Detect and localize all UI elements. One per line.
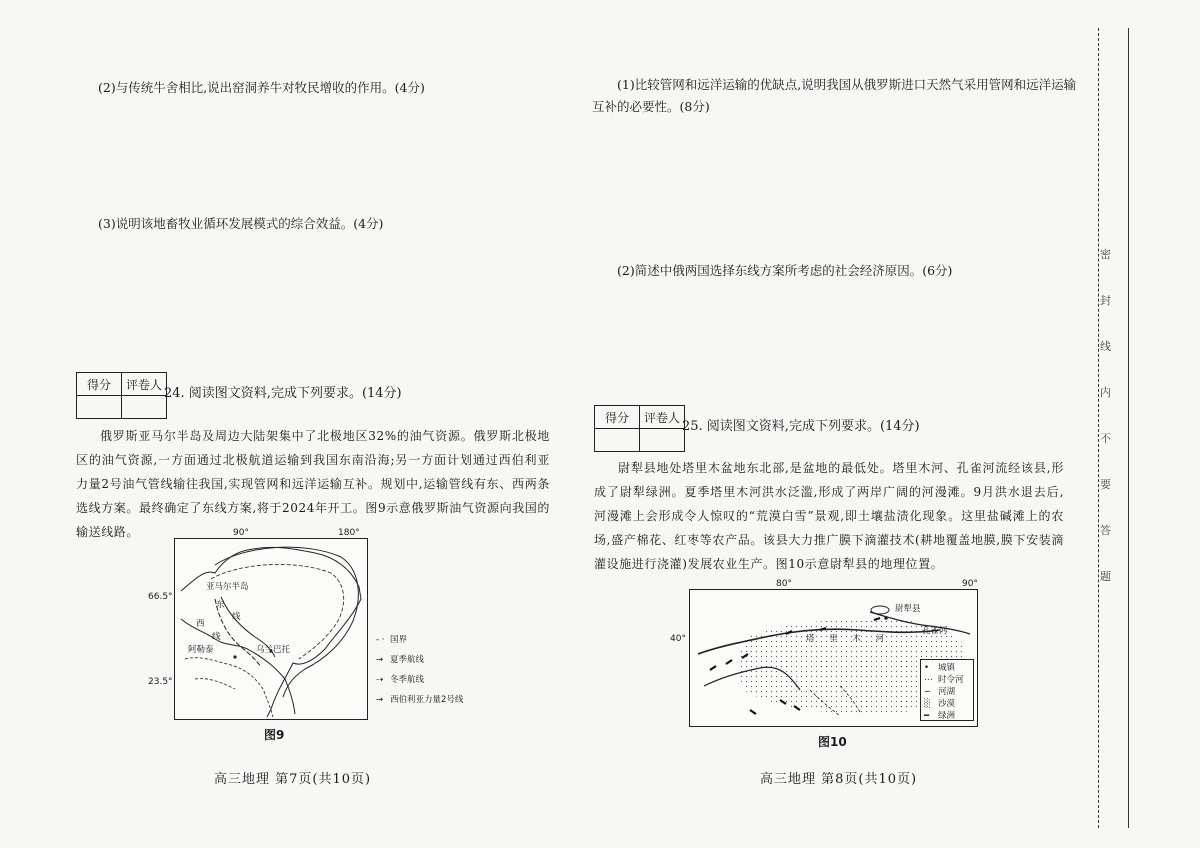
legend-river-lake: ∽ 河湖 — [924, 687, 956, 697]
fig9-label-west2: 线 — [212, 632, 221, 642]
figure-10-caption: 图10 — [818, 735, 847, 749]
score-cell — [595, 429, 640, 452]
seal-char-2: 封 — [1100, 294, 1111, 307]
seal-char-5: 不 — [1100, 432, 1111, 445]
seal-line-solid — [1128, 28, 1129, 828]
page-footer-8: 高三地理 第8页(共10页) — [760, 772, 918, 787]
seal-char-7: 答 — [1100, 524, 1111, 537]
legend-desert: ░ 沙漠 — [924, 699, 956, 709]
question-24-title: 24. 阅读图文资料,完成下列要求。(14分) — [164, 386, 402, 401]
figure-9-caption: 图9 — [264, 728, 285, 742]
fig9-label-west: 西 — [196, 619, 205, 629]
legend-seasonal-river: ⋯ 时令河 — [924, 675, 964, 685]
fig9-tick-66: 66.5° — [148, 592, 173, 602]
fig10-tick-80: 80° — [776, 579, 792, 589]
score-box-25 — [594, 405, 685, 452]
fig9-label-peninsula: 亚马尔半岛 — [206, 582, 249, 592]
question-25-text: 尉犁县地处塔里木盆地东北部,是盆地的最低处。塔里木河、孔雀河流经该县,形成了尉犁绿洲。夏季塔里木河洪水泛滥,形成了两岸广阔的河漫滩。9月洪水退去后,河漫滩上会形成令人惊叹的“荒漠白雪”景观,即土壤盐渍化现象。这里盐碱滩上的农场,盛产棉花、红枣等农产品。该县大力推广膜下滴灌技术(耕地覆盖地膜,膜下安装滴灌设施进行浇灌)发展农业生产。图10示意尉犁县的地理位置。 — [594, 461, 1064, 571]
seal-char-6: 要 — [1100, 478, 1111, 491]
score-cell — [77, 396, 122, 419]
page-footer-7: 高三地理 第7页(共10页) — [214, 772, 372, 787]
fig10-tick-90: 90° — [962, 579, 978, 589]
legend-summer: → 夏季航线 — [376, 655, 425, 665]
figure-9-map — [174, 538, 368, 720]
fig9-label-arong: 阿勒泰 — [188, 645, 214, 655]
grader-cell — [640, 429, 685, 452]
grader-label: 评卷人 — [640, 406, 685, 429]
legend-pipeline: → 西伯利亚力量2号线 — [376, 695, 464, 705]
score-box-24 — [76, 372, 167, 419]
legend-winter: ⇢ 冬季航线 — [376, 675, 425, 685]
question-1-right-line2: 互补的必要性。(8分) — [592, 99, 710, 114]
question-3-left: (3)说明该地畜牧业循环发展模式的综合效益。(4分) — [98, 216, 384, 231]
figure-9-map-svg — [175, 539, 367, 719]
seal-char-3: 线 — [1100, 340, 1111, 353]
legend-oasis: ━ 绿洲 — [924, 711, 956, 721]
score-label: 得分 — [77, 373, 122, 396]
fig9-label-east2: 线 — [232, 612, 241, 622]
fig10-label-county: 尉犁县 — [895, 604, 921, 614]
seal-line-dashed — [1098, 28, 1099, 828]
question-1-right-line1: (1)比较管网和远洋运输的优缺点,说明我国从俄罗斯进口天然气采用管网和远洋运输 — [617, 77, 1077, 92]
fig10-label-kongque: 孔雀河 — [922, 626, 948, 636]
fig10-label-tarim: 塔 里 木 河 — [806, 634, 891, 644]
question-25-title: 25. 阅读图文资料,完成下列要求。(14分) — [682, 419, 920, 434]
seal-char-8: 题 — [1100, 570, 1111, 583]
seal-char-4: 内 — [1100, 386, 1111, 399]
fig9-tick-180: 180° — [338, 528, 360, 538]
score-label: 得分 — [595, 406, 640, 429]
fig9-legend — [376, 634, 526, 706]
fig10-legend — [920, 659, 974, 721]
fig9-tick-23: 23.5° — [148, 677, 173, 687]
seal-char-1: 密 — [1100, 248, 1111, 261]
fig10-tick-40: 40° — [670, 634, 686, 644]
legend-border: - · 国界 — [376, 635, 408, 645]
question-24-text: 俄罗斯亚马尔半岛及周边大陆架集中了北极地区32%的油气资源。俄罗斯北极地区的油气资源,一方面通过北极航道运输到我国东南沿海;另一方面计划通过西伯利亚力量2号油气管线输往我国,实现管网和远洋运输互补。规划中,运输管线有东、西两条选线方案。最终确定了东线方案,将于2024年开工。图9示意俄罗斯油气资源向我国的输送线路。 — [76, 429, 550, 539]
legend-town: • 城镇 — [924, 663, 956, 673]
fig9-label-east: 东 — [216, 600, 225, 610]
grader-cell — [122, 396, 167, 419]
question-2-right: (2)简述中俄两国选择东线方案所考虑的社会经济原因。(6分) — [617, 263, 953, 278]
fig9-tick-90: 90° — [233, 528, 249, 538]
question-2-left: (2)与传统牛舍相比,说出窑洞养牛对牧民增收的作用。(4分) — [98, 80, 425, 95]
fig9-label-ulaanbaatar: 乌兰巴托 — [256, 645, 291, 655]
grader-label: 评卷人 — [122, 373, 167, 396]
